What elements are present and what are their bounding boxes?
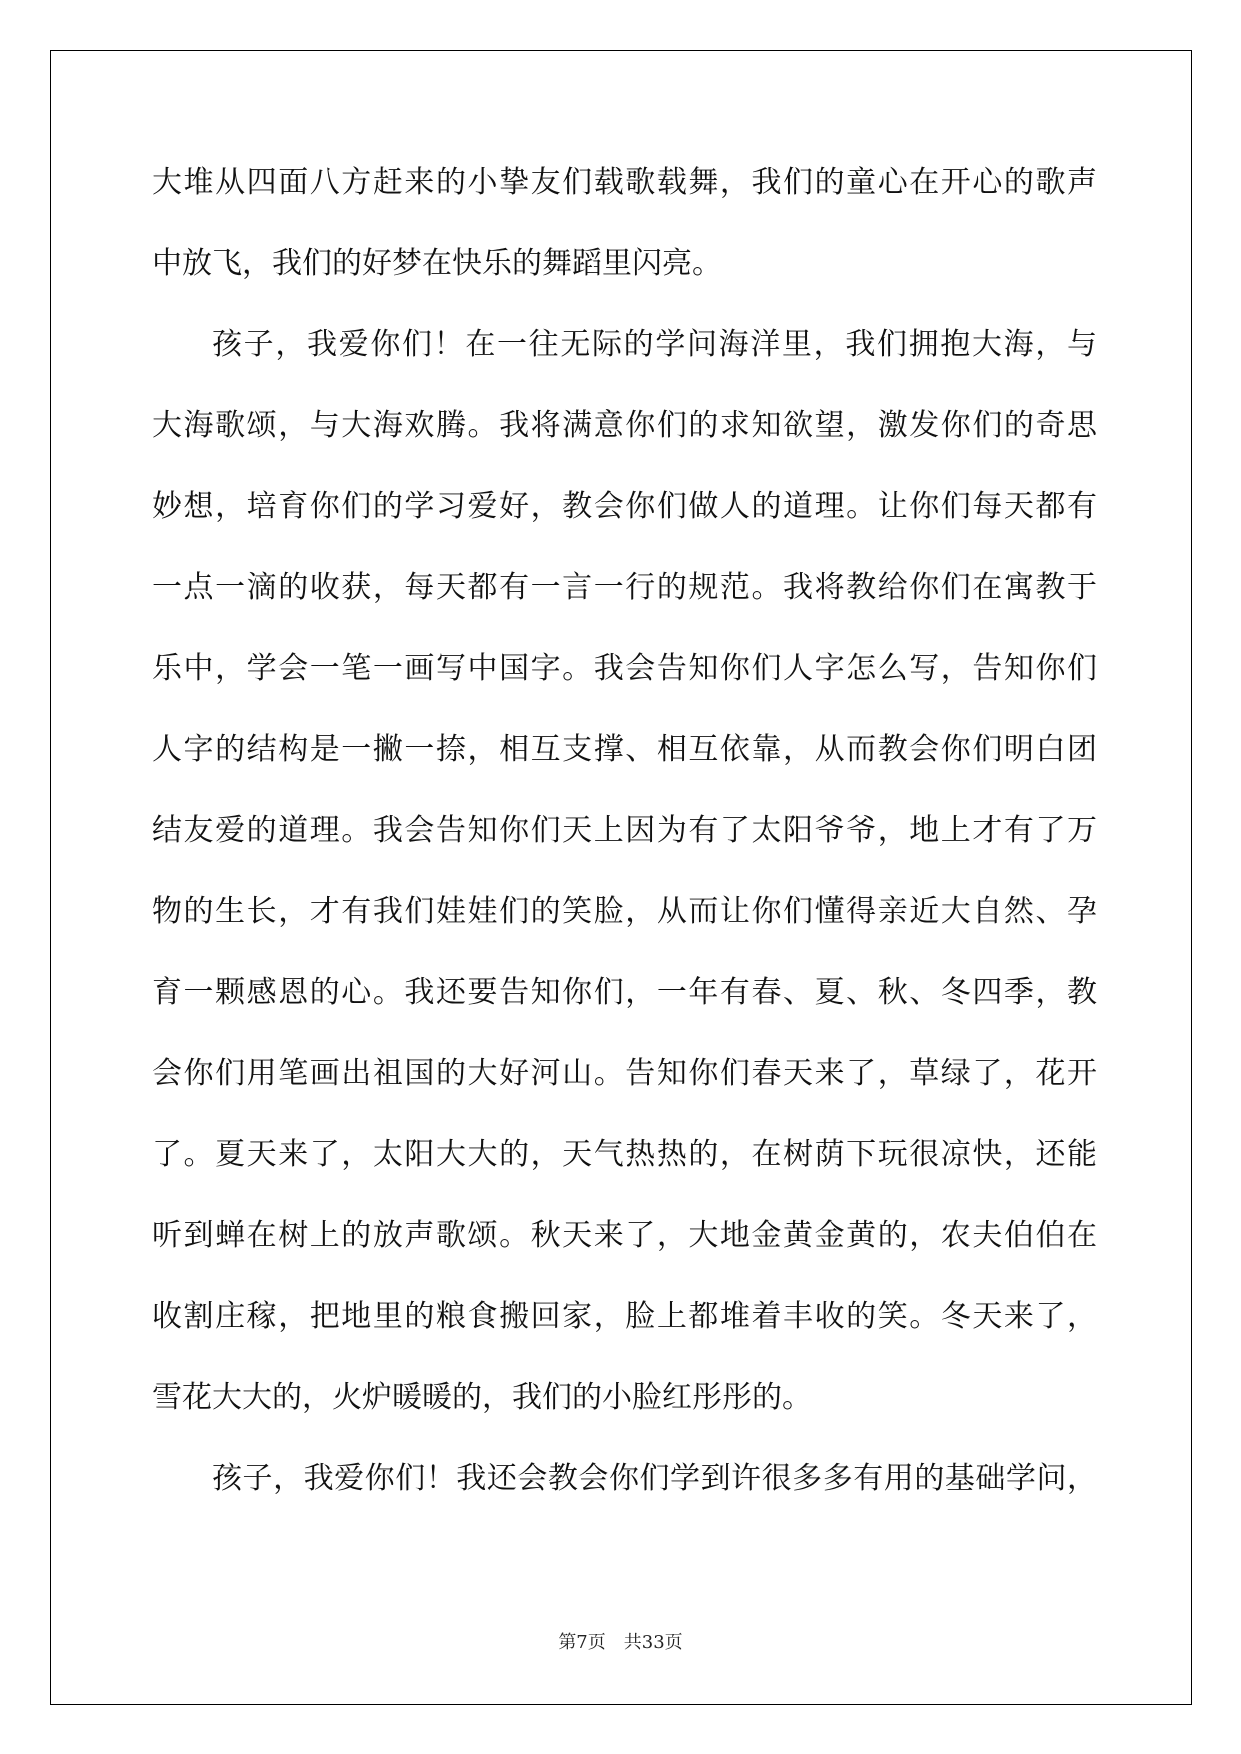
text-line: 人字的结构是一撇一捺，相互支撑、相互依靠，从而教会你们明白团	[152, 732, 1097, 767]
text-line: 听到蝉在树上的放声歌颂。秋天来了，大地金黄金黄的，农夫伯伯在	[152, 1218, 1097, 1253]
text-line: 孩子，我爱你们！我还会教会你们学到许很多多有用的基础学问，	[212, 1461, 1097, 1496]
text-line: 大海歌颂，与大海欢腾。我将满意你们的求知欲望，激发你们的奇思	[152, 408, 1097, 443]
text-line: 一点一滴的收获，每天都有一言一行的规范。我将教给你们在寓教于	[152, 570, 1097, 605]
text-line: 育一颗感恩的心。我还要告知你们，一年有春、夏、秋、冬四季，教	[152, 975, 1097, 1010]
text-line: 大堆从四面八方赶来的小挚友们载歌载舞，我们的童心在开心的歌声	[152, 165, 1097, 200]
text-line: 乐中，学会一笔一画写中国字。我会告知你们人字怎么写，告知你们	[152, 651, 1097, 686]
body-text	[152, 160, 1097, 1537]
text-line: 了。夏天来了，太阳大大的，天气热热的，在树荫下玩很凉快，还能	[152, 1137, 1097, 1172]
text-line: 雪花大大的，火炉暖暖的，我们的小脸红彤彤的。	[152, 1380, 812, 1415]
text-line: 会你们用笔画出祖国的大好河山。告知你们春天来了，草绿了，花开	[152, 1056, 1097, 1091]
text-line: 妙想，培育你们的学习爱好，教会你们做人的道理。让你们每天都有	[152, 489, 1097, 524]
text-line: 结友爱的道理。我会告知你们天上因为有了太阳爷爷，地上才有了万	[152, 813, 1097, 848]
text-line: 物的生长，才有我们娃娃们的笑脸，从而让你们懂得亲近大自然、孕	[152, 894, 1097, 929]
page-footer	[0, 1628, 1241, 1654]
page-number-total: 共33页	[623, 1632, 683, 1653]
text-line: 孩子，我爱你们！在一往无际的学问海洋里，我们拥抱大海，与	[212, 327, 1097, 362]
page-number-current: 第7页	[558, 1632, 606, 1653]
text-line: 收割庄稼，把地里的粮食搬回家，脸上都堆着丰收的笑。冬天来了，	[152, 1299, 1097, 1334]
text-line: 中放飞，我们的好梦在快乐的舞蹈里闪亮。	[152, 246, 722, 281]
